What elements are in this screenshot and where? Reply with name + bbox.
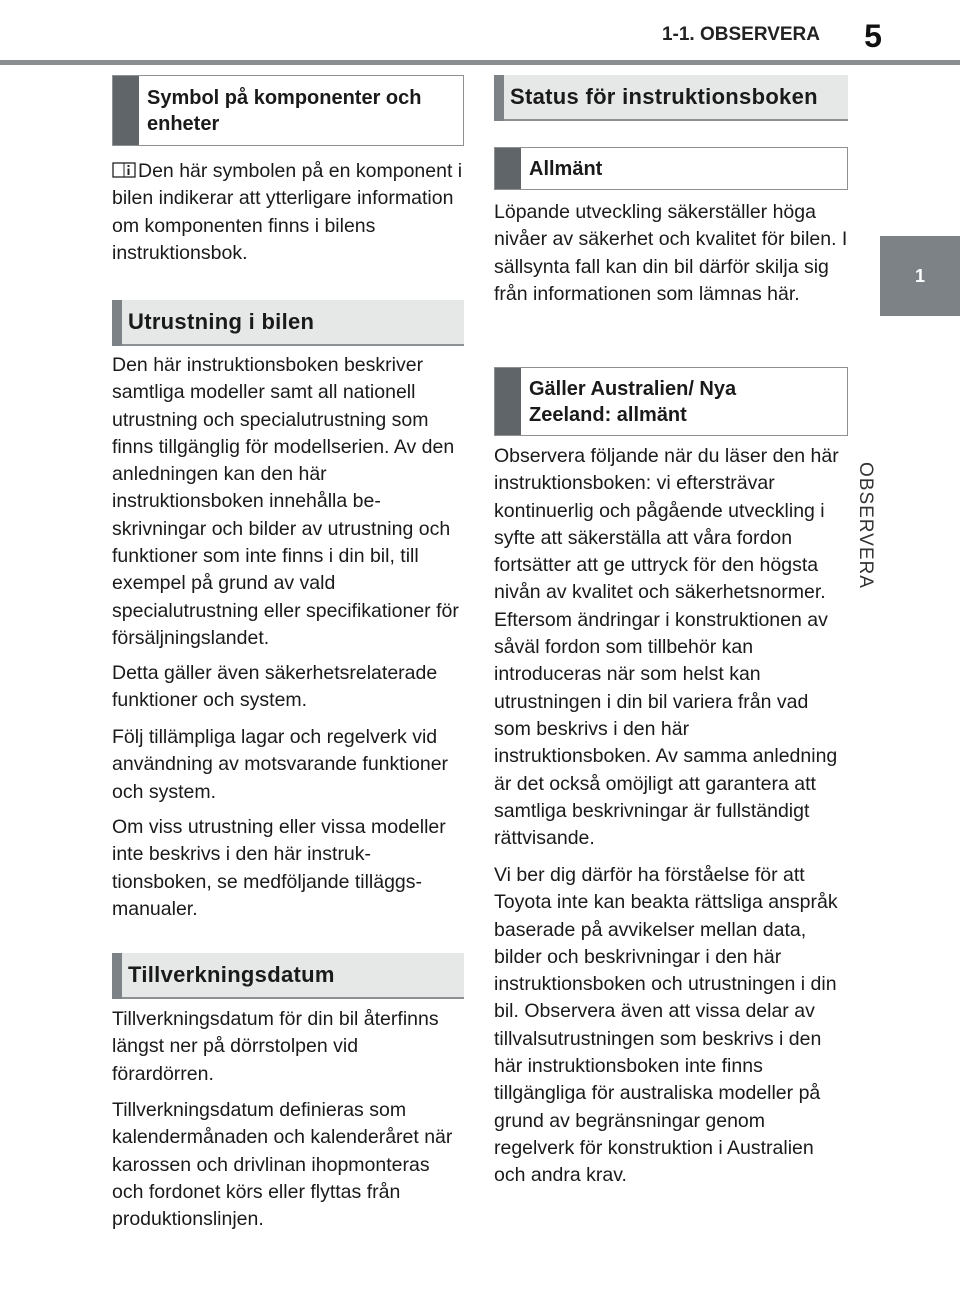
general-paragraph: Löpande utveckling säkerställer höga nivåer av säkerhet och kvalitet för bilen. I sällsynta fall kan din bil därför skilja sig från informationen som lämnas här. xyxy=(494,201,848,305)
heading-accent-bar xyxy=(113,76,139,145)
equipment-section-heading xyxy=(112,300,464,346)
equipment-paragraph-1: Den här instruktionsboken beskriver samtliga modeller samt all nationell utrustning och specialutrustning som finns tillgänglig för modellserien. Av den anledningen kan den här instruktionsboken innehålla beskrivningar och bilder av utrustning och funktioner som inte finns i din bil, till exempel på grund av vald specialutrustning eller specifikationer för försäljningslandet. xyxy=(112,354,459,649)
date-paragraph-2: Tillverkningsdatum definieras som kalendermånaden och kalenderåret när karossen och drivlinan ihopmonteras och fordonet körs eller flyttas från produktionslinjen. xyxy=(112,1099,453,1231)
heading-accent-bar xyxy=(495,368,521,435)
chapter-tab[interactable] xyxy=(880,236,960,316)
date-paragraph-1: Tillverkningsdatum för din bil återfinns längst ner på dörrstolpen vid förardörren. xyxy=(112,1008,439,1085)
australia-heading-text: Gäller Australien/ Nya Zeeland: allmänt xyxy=(529,377,737,426)
heading-accent-bar xyxy=(494,75,504,121)
symbol-description xyxy=(112,158,464,267)
symbol-heading-text: Symbol på komponenter och enheter xyxy=(147,86,422,135)
australia-section-heading xyxy=(494,367,848,436)
date-heading-text: Tillverkningsdatum xyxy=(128,962,335,987)
symbol-section-heading xyxy=(112,75,464,146)
australia-paragraph-1: Observera följande när du läser den här instruktionsboken: vi eftersträvar kontinuerlig och pågående utveckling i syfte att säkerställa att våra fordon fortsätter att ge uttryck för den högsta nivån av kvalitet och säkerhetsnormer. Eftersom ändringar i konstruktionen av såväl fordon som tillbehör kan introduceras när som helst kan utrustningen i din bil variera från vad som beskrivs i den här instruktionsboken. Av samma anledning är det också omöjligt att garantera att samtliga beskrivningar är fullständigt rättvisande. xyxy=(494,445,839,850)
page-number: 5 xyxy=(864,18,882,54)
date-section-heading xyxy=(112,953,464,999)
heading-accent-bar xyxy=(495,148,521,189)
symbol-description-text: Den här symbolen på en komponent i bilen indikerar att ytterligare information om komponenten finns i bilens instruktionsbok. xyxy=(112,160,463,264)
chapter-number: 1 xyxy=(914,265,925,286)
chapter-label: OBSERVERA xyxy=(855,462,876,589)
info-book-icon xyxy=(112,160,136,178)
australia-paragraph-2: Vi ber dig därför ha förståelse för att Toyota inte kan beakta rättsliga anspråk baserade på avvikelser mellan data, bilder och beskrivningar i den här instruktionsboken och utrustningen i din bil. Observera även att vissa delar av tillvalsutrustningen som beskrivs i den här instruktionsboken inte finns tillgängliga för australiska modeller på grund av begränsningar genom regelverk för konstruktion i Australien och andra krav. xyxy=(494,864,838,1187)
general-heading-text: Allmänt xyxy=(529,157,603,180)
general-section-heading xyxy=(494,147,848,190)
equipment-heading-text: Utrustning i bilen xyxy=(128,309,315,334)
status-section-heading xyxy=(494,75,848,121)
header-divider xyxy=(0,60,960,65)
equipment-paragraph-2: Detta gäller även säkerhetsrelaterade funktioner och system. xyxy=(112,662,438,712)
heading-accent-bar xyxy=(112,300,122,346)
equipment-paragraph-3: Följ tillämpliga lagar och regelverk vid användning av motsvarande funktioner och system. xyxy=(112,726,449,803)
section-title: 1-1. OBSERVERA xyxy=(661,24,820,45)
equipment-paragraph-4: Om viss utrustning eller vissa modeller inte beskrivs i den här instruktionsboken, se medföljande tilläggsmanualer. xyxy=(112,816,446,920)
status-heading-text: Status för instruktionsboken xyxy=(510,84,818,109)
heading-accent-bar xyxy=(112,953,122,999)
